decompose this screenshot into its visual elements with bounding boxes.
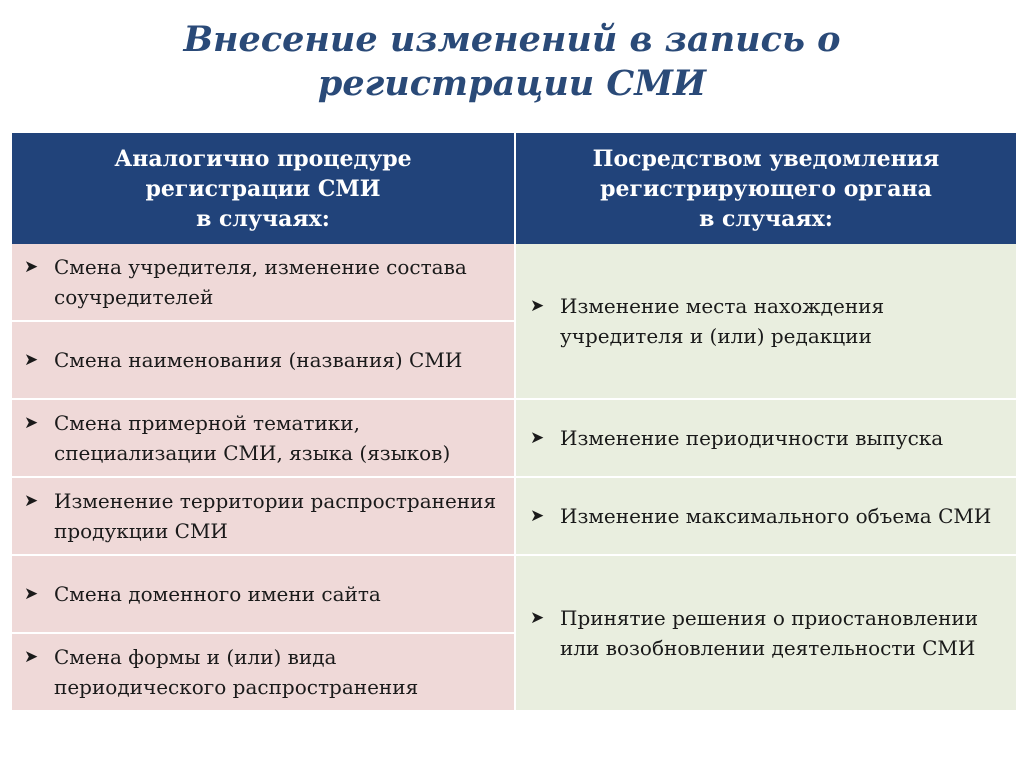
table-row <box>12 399 1016 477</box>
arrow-bullet-icon: ➤ <box>530 428 545 448</box>
header-right-line-2: регистрирующего органа <box>600 175 932 202</box>
slide-title <box>0 18 1024 106</box>
list-item <box>516 603 1016 663</box>
table-cell-right <box>515 244 1016 399</box>
list-item-text: Смена учредителя, изменение состава соучредителей <box>54 255 467 309</box>
list-item <box>12 642 514 702</box>
list-item <box>516 423 1016 453</box>
header-right-line-1: Посредством уведомления <box>592 145 940 172</box>
comparison-table <box>12 133 1016 712</box>
table-cell-right <box>515 555 1016 711</box>
table-cell-left <box>12 555 515 633</box>
header-left-line-2: регистрации СМИ <box>145 175 381 202</box>
list-item-text: Смена наименования (названия) СМИ <box>54 348 463 372</box>
header-left-line-1: Аналогично процедуре <box>114 145 412 172</box>
list-item-text: Изменение периодичности выпуска <box>560 426 944 450</box>
list-item <box>516 501 1016 531</box>
header-right <box>515 133 1016 244</box>
title-line-1: Внесение изменений в запись о <box>183 19 841 60</box>
table-cell-left <box>12 399 515 477</box>
table-row <box>12 555 1016 633</box>
list-item-text: Смена примерной тематики, специализации СМИ, языка (языков) <box>54 411 451 465</box>
list-item <box>12 252 514 312</box>
list-item-text: Смена доменного имени сайта <box>54 582 381 606</box>
header-left-line-3: в случаях: <box>196 205 330 232</box>
table-cell-right <box>515 399 1016 477</box>
table-cell-left <box>12 244 515 321</box>
arrow-bullet-icon: ➤ <box>530 608 545 628</box>
table-row <box>12 477 1016 555</box>
header-left <box>12 133 515 244</box>
arrow-bullet-icon: ➤ <box>530 296 545 316</box>
list-item-text: Смена формы и (или) вида периодического распространения <box>54 645 419 699</box>
table-cell-right <box>515 477 1016 555</box>
arrow-bullet-icon: ➤ <box>24 491 39 511</box>
table-cell-left <box>12 633 515 711</box>
table-cell-left <box>12 477 515 555</box>
list-item-text: Изменение территории распространения продукции СМИ <box>54 489 497 543</box>
list-item-text: Изменение места нахождения учредителя и (или) редакции <box>560 294 885 348</box>
header-row <box>12 133 1016 244</box>
arrow-bullet-icon: ➤ <box>24 647 39 667</box>
list-item <box>12 486 514 546</box>
table-cell-left <box>12 321 515 399</box>
list-item-text: Изменение максимального объема СМИ <box>560 504 992 528</box>
title-line-2: регистрации СМИ <box>317 63 707 104</box>
list-item <box>516 291 1016 351</box>
header-right-line-3: в случаях: <box>699 205 833 232</box>
arrow-bullet-icon: ➤ <box>24 413 39 433</box>
arrow-bullet-icon: ➤ <box>24 350 39 370</box>
table-row <box>12 244 1016 321</box>
arrow-bullet-icon: ➤ <box>24 584 39 604</box>
list-item-text: Принятие решения о приостановлении или возобновлении деятельности СМИ <box>560 606 979 660</box>
list-item <box>12 408 514 468</box>
arrow-bullet-icon: ➤ <box>530 506 545 526</box>
list-item <box>12 345 514 375</box>
arrow-bullet-icon: ➤ <box>24 257 39 277</box>
list-item <box>12 579 514 609</box>
